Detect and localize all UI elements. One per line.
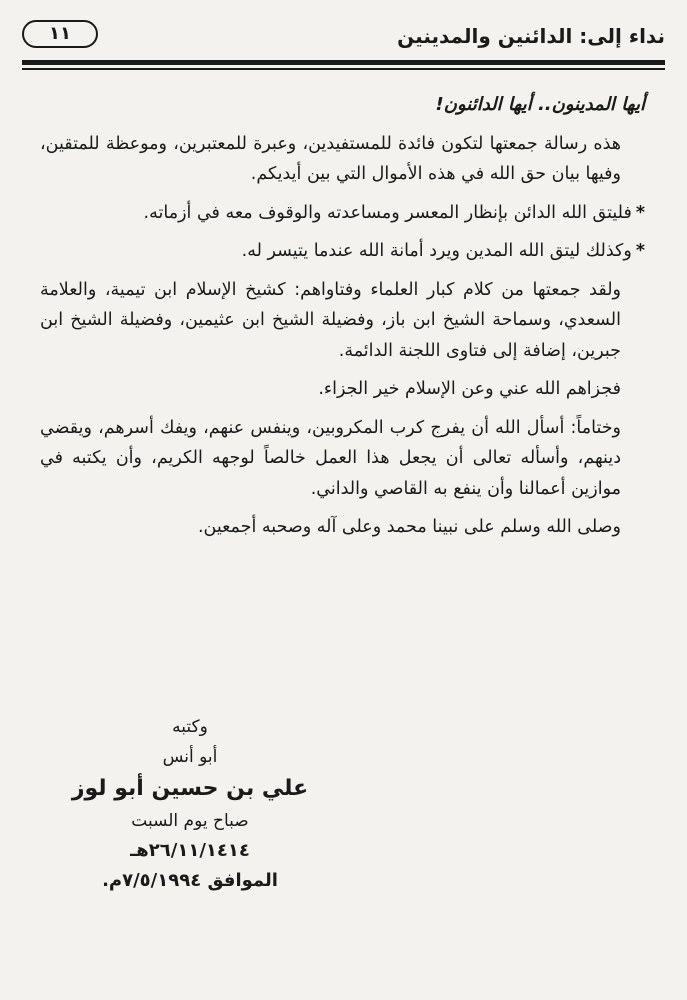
paragraph-thanks: فجزاهم الله عني وعن الإسلام خير الجزاء. (318, 379, 621, 399)
bullet-creditor (40, 198, 645, 229)
signature-gregorian-date: الموافق ٧/٥/١٩٩٤م. (102, 870, 278, 891)
section-subtitle: أيها المدينون.. أيها الدائنون! (435, 94, 645, 115)
header-rule (22, 60, 665, 65)
paragraph-salutation: وصلى الله وسلم على نبينا محمد وعلى آله وصحبه أجمعين. (197, 517, 621, 537)
paragraph-sources: ولقد جمعتها من كلام كبار العلماء وفتاواهم: كشيخ الإسلام ابن تيمية، والعلامة السعدي، وسماحة الشيخ ابن باز، وفضيلة الشيخ ابن عثيمين، وفضيلة الشيخ ابن جبرين، إضافة إلى فتاوى اللجنة الدائمة. (40, 279, 621, 361)
signature-block (40, 712, 340, 896)
signature-author-name: علي بن حسين أبو لوز (71, 776, 309, 801)
signature-wrote-it: وكتبه (172, 717, 208, 737)
paragraph-closing: وختاماً: أسأل الله أن يفرج كرب المكروبين، وينفس عنهم، ويفك أسرهم، ويقضي دينهم، وأسأله تعالى أن يجعل هذا العمل خالصاً لوجهه الكريم، وأن يكتبه في موازين أعمالنا وأن ينفع به القاصي والداني. (40, 417, 621, 499)
bullet-debtor-text: وكذلك ليتق الله المدين ويرد أمانة الله عندما يتيسر له. (241, 241, 632, 261)
header-title: نداء إلى: الدائنين والمدينين (397, 24, 665, 48)
bullet-debtor (40, 236, 645, 267)
page-number: ١١ (22, 20, 98, 48)
signature-hijri-date: ٢٦/١١/١٤١٤هـ (130, 840, 250, 861)
bullet-marker: * (635, 202, 645, 223)
header-rule-thin (22, 68, 665, 70)
running-header (22, 18, 665, 58)
bullet-creditor-text: فليتق الله الدائن بإنظار المعسر ومساعدته والوقوف معه في أزماته. (143, 202, 632, 223)
paragraph-intro: هذه رسالة جمعتها لتكون فائدة للمستفيدين، وعبرة للمعتبرين، وموعظة للمتقين، وفيها بيان حق الله في هذه الأموال التي بين أيديكم. (40, 133, 621, 184)
body-text (40, 90, 645, 551)
bullet-marker: * (635, 241, 645, 261)
signature-day: صباح يوم السبت (131, 811, 249, 831)
signature-kunya: أبو أنس (162, 747, 218, 767)
